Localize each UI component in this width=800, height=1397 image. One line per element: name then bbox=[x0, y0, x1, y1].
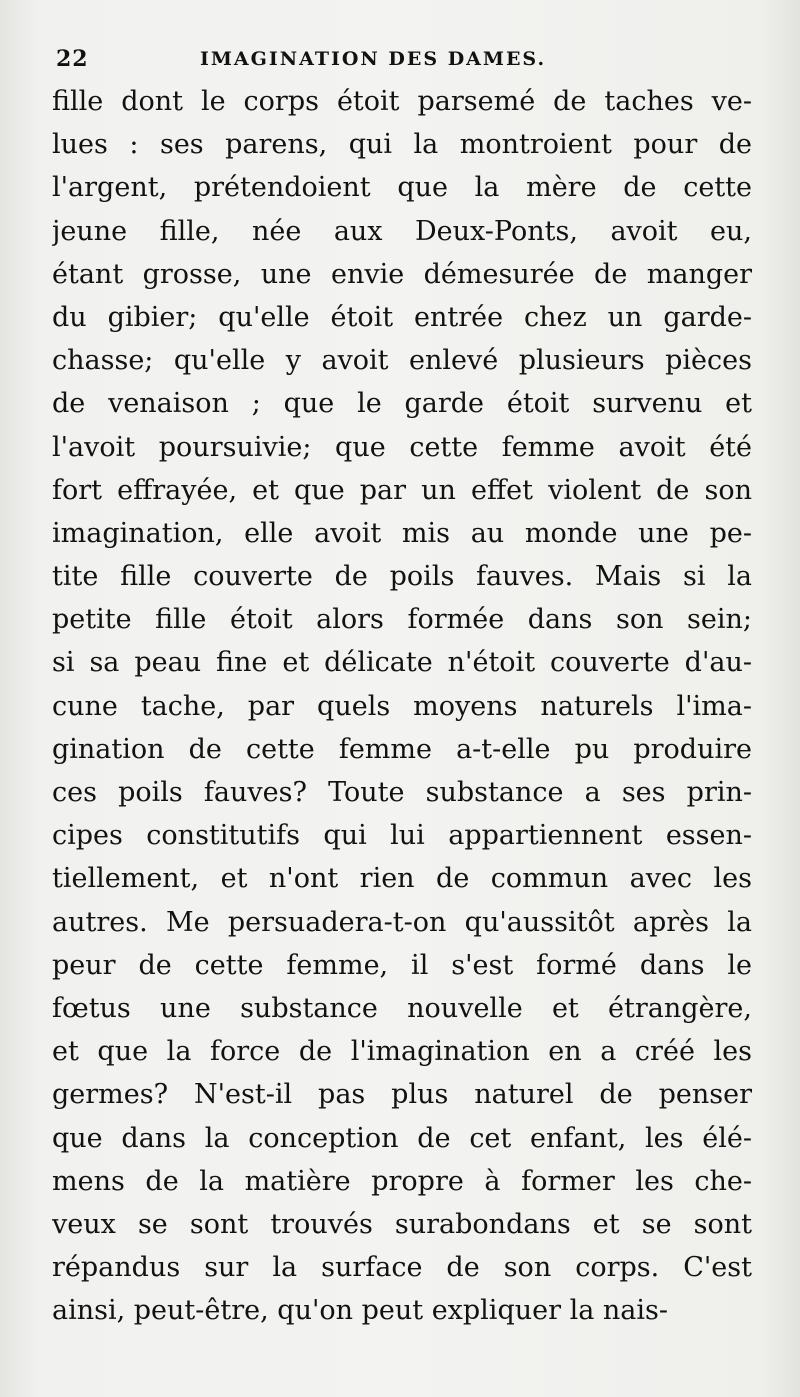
text-line: et que la force de l'imagination en a créé les bbox=[52, 1036, 752, 1068]
text-line: répandus sur la surface de son corps. C'est bbox=[52, 1252, 752, 1284]
text-line: chasse; qu'elle y avoit enlevé plusieurs pièces bbox=[52, 345, 752, 377]
text-line: jeune fille, née aux Deux-Ponts, avoit eu, bbox=[52, 215, 752, 247]
body-text bbox=[52, 80, 752, 1332]
text-line: fort effrayée, et que par un effet violent de son bbox=[52, 474, 752, 506]
text-line: gination de cette femme a-t-elle pu produire bbox=[52, 733, 752, 765]
text-line: l'argent, prétendoient que la mère de cette bbox=[52, 172, 752, 204]
text-line: ces poils fauves? Toute substance a ses prin- bbox=[52, 777, 752, 808]
text-line: que dans la conception de cet enfant, les élé- bbox=[52, 1122, 752, 1154]
text-line: veux se sont trouvés surabondans et se sont bbox=[52, 1208, 752, 1240]
text-line: cune tache, par quels moyens naturels l'ima- bbox=[52, 690, 752, 722]
text-line: tite fille couverte de poils fauves. Mais si la bbox=[52, 561, 752, 593]
text-line: cipes constitutifs qui lui appartiennent essen- bbox=[52, 820, 752, 852]
text-line: autres. Me persuadera-t-on qu'aussitôt après la bbox=[52, 906, 752, 938]
text-line: lues : ses parens, qui la montroient pour de bbox=[52, 129, 752, 161]
text-line: ainsi, peut-être, qu'on peut expliquer la nais- bbox=[52, 1295, 669, 1327]
text-line: peur de cette femme, il s'est formé dans le bbox=[52, 949, 752, 981]
text-line: mens de la matière propre à former les che- bbox=[52, 1165, 752, 1197]
text-line: fille dont le corps étoit parsemé de taches ve- bbox=[52, 86, 752, 117]
running-title: IMAGINATION DES DAMES. bbox=[200, 48, 547, 70]
text-line: tiellement, et n'ont rien de commun avec les bbox=[52, 863, 752, 895]
text-line: si sa peau fine et délicate n'étoit couverte d'au- bbox=[52, 647, 752, 679]
text-line: étant grosse, une envie démesurée de manger bbox=[52, 258, 752, 290]
text-line: germes? N'est-il pas plus naturel de penser bbox=[52, 1079, 752, 1111]
page-number: 22 bbox=[56, 46, 89, 72]
text-line: petite fille étoit alors formée dans son sein; bbox=[52, 604, 752, 636]
running-head bbox=[52, 38, 752, 78]
text-line: de venaison ; que le garde étoit survenu et bbox=[52, 388, 752, 420]
text-line: imagination, elle avoit mis au monde une pe- bbox=[52, 517, 752, 549]
text-line: fœtus une substance nouvelle et étrangère, bbox=[52, 992, 752, 1024]
text-line: l'avoit poursuivie; que cette femme avoit été bbox=[52, 431, 752, 463]
text-line: du gibier; qu'elle étoit entrée chez un garde- bbox=[52, 301, 752, 333]
